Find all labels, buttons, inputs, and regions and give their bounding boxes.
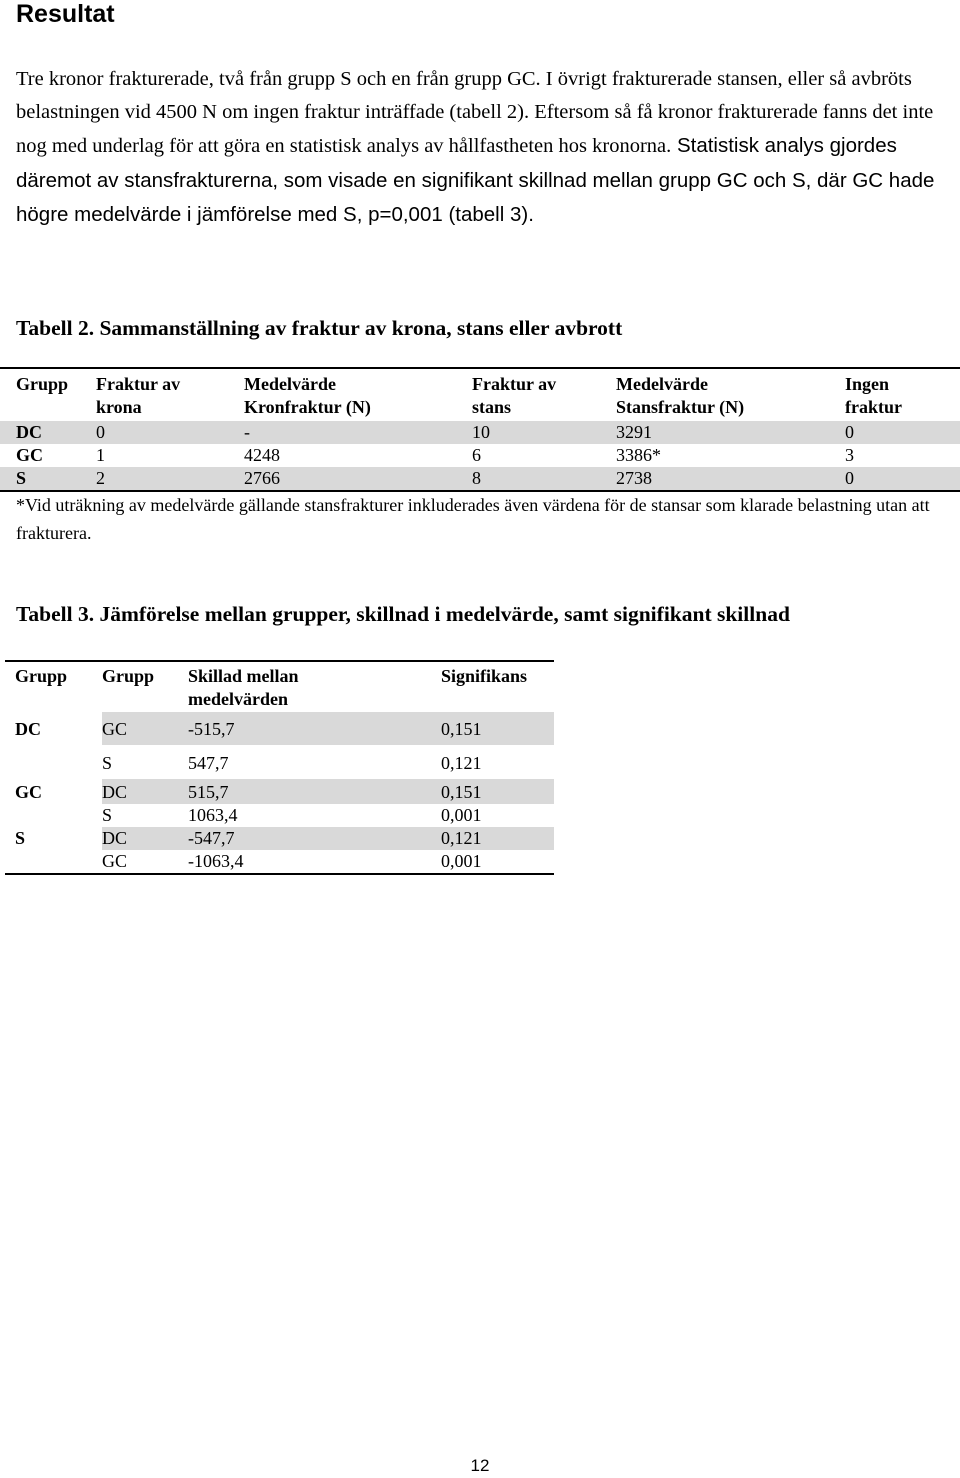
table2-header-cell: Fraktur av krona xyxy=(96,374,181,417)
table2-cell: DC xyxy=(0,421,96,444)
table2-cell: 3291 xyxy=(616,421,845,444)
page-number: 12 xyxy=(470,1456,490,1475)
table-row xyxy=(5,827,554,850)
table2-cell: 0 xyxy=(845,421,960,444)
table3-cell: DC xyxy=(15,719,41,739)
table2-cell: S xyxy=(0,467,96,491)
table3-cell: DC xyxy=(102,779,188,804)
table3-cell: S xyxy=(102,805,113,825)
table3-cell: GC xyxy=(15,782,42,802)
table3-cell: DC xyxy=(102,827,188,850)
table2-cell: 10 xyxy=(472,421,616,444)
table3-cell: -515,7 xyxy=(188,712,441,746)
table3-caption: Tabell 3. Jämförelse mellan grupper, skillnad i medelvärde, samt signifikant skillnad xyxy=(16,602,790,626)
table2-cell: 3 xyxy=(845,445,854,465)
table2-cell: 2 xyxy=(96,467,244,491)
table3-cell xyxy=(5,746,102,780)
table3-cell: 0,001 xyxy=(441,805,482,825)
table-row xyxy=(5,746,554,780)
table2-header-cell: Fraktur av stans xyxy=(472,374,557,417)
paragraph-serif-part: Tre kronor frakturerade, två från grupp S och en från grupp GC. I övrigt frakturerade stansen, eller så avbröts belastningen vid 4500 N om ingen fraktur inträffade (tabell 2). Eftersom så få kronor frakturerade fanns det inte nog med underlag för att göra en statistisk analys av hållfastheten hos kronorna. xyxy=(16,68,934,158)
table2-cell: 1 xyxy=(96,445,105,465)
table3-header-cell: Grupp xyxy=(102,666,155,686)
table3-cell: GC xyxy=(102,851,128,871)
table2-cell: 0 xyxy=(845,467,960,491)
table3-cell: -1063,4 xyxy=(188,851,244,871)
table3-header-cell: Grupp xyxy=(15,666,68,686)
table2-cell: 0 xyxy=(96,421,244,444)
table2-cell: 8 xyxy=(472,467,616,491)
table3-cell: GC xyxy=(102,712,188,746)
results-paragraph xyxy=(16,63,946,232)
table-row xyxy=(0,444,960,467)
table2-header-cell: Medelvärde Stansfraktur (N) xyxy=(616,374,745,417)
table3-cell: -547,7 xyxy=(188,827,441,850)
table2-footnote: *Vid uträkning av medelvärde gällande stansfrakturer inkluderades även värdena för de stansar som klarade belastning utan att frakturera. xyxy=(16,495,930,543)
table3-cell: 547,7 xyxy=(188,746,441,780)
table-row xyxy=(5,779,554,804)
table3-cell xyxy=(5,804,102,827)
table2-cell: GC xyxy=(16,445,43,465)
table2-header-cell: Ingen fraktur xyxy=(845,374,902,417)
table-row xyxy=(0,421,960,444)
table-row xyxy=(5,850,554,874)
table3-header-row xyxy=(5,661,554,712)
table3-cell: 515,7 xyxy=(188,779,441,804)
table2-cell: - xyxy=(244,421,472,444)
table3-header-cell: Signifikans xyxy=(441,666,528,686)
table2-cell: 6 xyxy=(472,445,481,465)
table2-caption: Tabell 2. Sammanställning av fraktur av krona, stans eller avbrott xyxy=(16,316,623,340)
table3-cell: 0,151 xyxy=(441,779,554,804)
table3-cell: S xyxy=(102,746,188,780)
table2-cell: 3386* xyxy=(616,445,661,465)
table3-cell: 0,121 xyxy=(441,746,554,780)
table2 xyxy=(0,367,960,492)
section-heading: Resultat xyxy=(16,0,115,28)
table3 xyxy=(5,660,554,875)
table3-cell: 0,001 xyxy=(441,851,482,871)
table3-header-cell: Skillad mellan medelvärden xyxy=(188,666,299,709)
table-row xyxy=(5,712,554,746)
table2-header-row xyxy=(0,368,960,421)
table2-header-cell: Medelvärde Kronfraktur (N) xyxy=(244,374,371,417)
table-row xyxy=(5,804,554,827)
table2-header-cell: Grupp xyxy=(16,374,69,394)
table3-cell: S xyxy=(15,828,26,848)
table2-cell: 4248 xyxy=(244,445,280,465)
table3-cell: 1063,4 xyxy=(188,805,238,825)
table3-cell xyxy=(5,850,102,874)
table3-cell: 0,151 xyxy=(441,712,554,746)
table2-cell: 2766 xyxy=(244,467,472,491)
paragraph-sans-part: Statistisk analys gjordes däremot av stansfrakturerna, som visade en signifikant skillnad mellan grupp GC och S, där GC hade högre medelvärde i jämförelse med S, p=0,001 (tabell 3). xyxy=(16,134,935,226)
table2-cell: 2738 xyxy=(616,467,845,491)
table3-cell: 0,121 xyxy=(441,827,554,850)
table-row xyxy=(0,467,960,491)
